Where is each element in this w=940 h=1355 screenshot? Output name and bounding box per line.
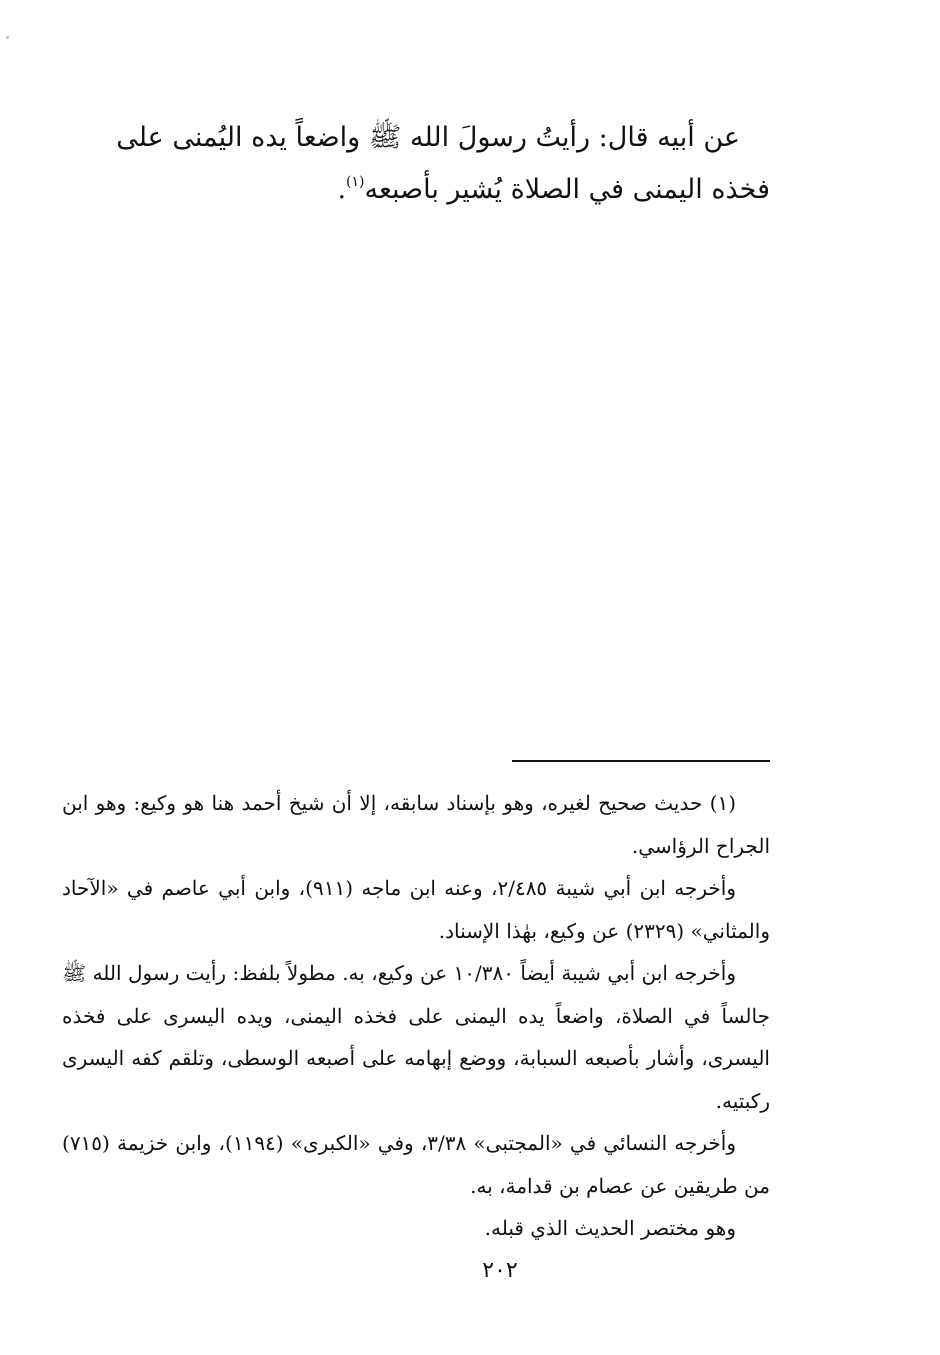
footnotes-block <box>62 782 770 1250</box>
footnote-separator-rule <box>512 760 770 762</box>
footnote-paragraph-4: وأخرجه النسائي في «المجتبى» ٣/٣٨، وفي «الكبرى» (١١٩٤)، وابن خزيمة (٧١٥) من طريقين عن عصام بن قدامة، به. <box>62 1131 770 1198</box>
main-text-line-2 <box>62 164 770 216</box>
footnote-paragraph-5: وهو مختصر الحديث الذي قبله. <box>484 1216 736 1240</box>
page-number: ٢٠٢ <box>482 1258 518 1283</box>
main-text-line-2-content: فخذه اليمنى في الصلاة يُشير بأصبعه <box>364 174 770 205</box>
footnote-paragraph-3: وأخرجه ابن أبي شيبة أيضاً ١٠/٣٨٠ عن وكيع، به. مطولاً بلفظ: رأيت رسول الله ﷺ جالساً في الصلاة، واضعاً يده اليمنى على فخذه اليمنى، ويده اليسرى على فخذه اليسرى، وأشار بأصبعه السبابة، ووضع إبهامه على أصبعه الوسطى، وتلقم كفه اليسرى ركبتيه. <box>62 961 770 1113</box>
main-text-line-1-content: عن أبيه قال: رأيتُ رسولَ الله ﷺ واضعاً يده اليُمنى على <box>116 122 740 153</box>
footnote-paragraph-2: وأخرجه ابن أبي شيبة ٢/٤٨٥، وعنه ابن ماجه (٩١١)، وابن أبي عاصم في «الآحاد والمثاني» (٢٣٢٩) عن وكيع، بهٰذا الإسناد. <box>62 876 770 943</box>
margin-mark <box>6 36 9 39</box>
main-text-line-1 <box>62 112 770 164</box>
footnote-1: (١) حديث صحيح لغيره، وهو بإسناد سابقه، إلا أن شيخ أحمد هنا هو وكيع: وهو ابن الجراح الرؤاسي. <box>62 791 770 858</box>
main-text-end-punct: . <box>337 174 347 205</box>
main-text-block <box>62 112 770 216</box>
footnote-reference: (١) <box>346 174 365 190</box>
